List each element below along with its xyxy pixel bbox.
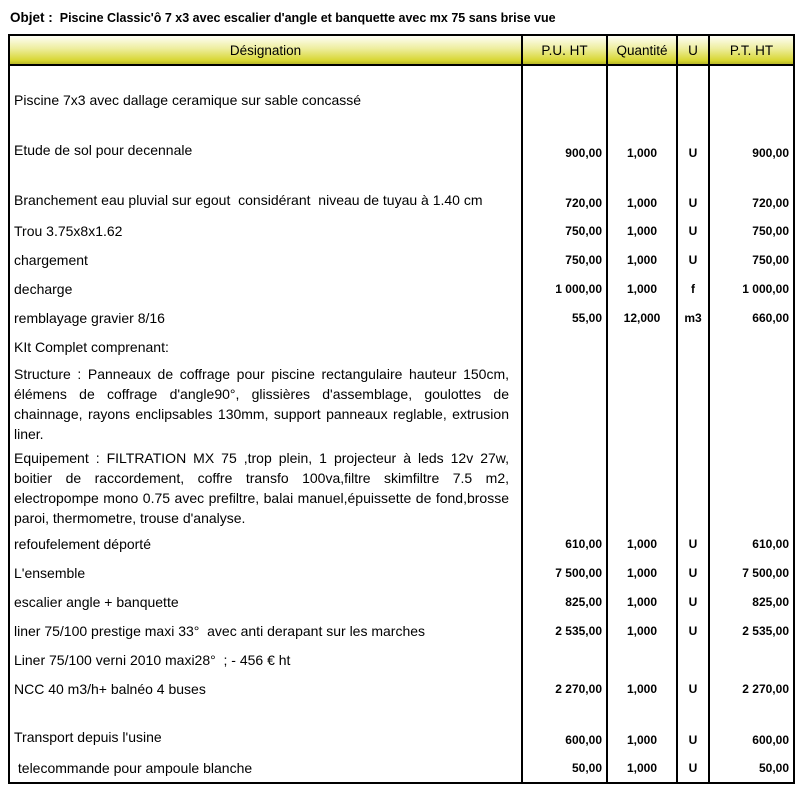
object-line: [0, 0, 800, 26]
pt-ht-cell: 2 535,00: [708, 616, 793, 645]
designation-cell: escalier angle + banquette: [14, 593, 179, 610]
pu-ht-cell: 7 500,00: [521, 558, 606, 587]
designation-cell: Transport depuis l'usine: [14, 729, 162, 745]
table-row: [10, 116, 793, 166]
designation-cell: Trou 3.75x8x1.62: [14, 222, 123, 239]
designation-cell: refoufelement déporté: [14, 535, 151, 552]
pu-ht-cell: 1 000,00: [521, 274, 606, 303]
pu-ht-cell: [521, 445, 606, 529]
table-row: [10, 616, 793, 645]
table-row: [10, 361, 793, 445]
quantite-cell: 1,000: [606, 753, 676, 782]
unit-cell: U: [676, 616, 708, 645]
table-row: [10, 216, 793, 245]
pt-ht-cell: 900,00: [708, 116, 793, 166]
table-row: [10, 674, 793, 703]
pt-ht-cell: 750,00: [708, 245, 793, 274]
designation-cell: liner 75/100 prestige maxi 33° avec anti derapant sur les marches: [14, 622, 426, 639]
designation-cell: decharge: [14, 280, 73, 297]
pt-ht-cell: [708, 645, 793, 674]
pu-ht-cell: 900,00: [521, 116, 606, 166]
object-text: Piscine Classic'ô 7 x3 avec escalier d'angle et banquette avec mx 75 sans brise vue: [59, 11, 556, 25]
designation-cell: L'ensemble: [14, 564, 86, 581]
designation-cell: Piscine 7x3 avec dallage ceramique sur sable concassé: [14, 92, 362, 108]
quantite-cell: 1,000: [606, 245, 676, 274]
pu-ht-cell: 750,00: [521, 216, 606, 245]
pt-ht-cell: [708, 361, 793, 445]
unit-cell: f: [676, 274, 708, 303]
header-designation: Désignation: [229, 42, 302, 58]
pt-ht-cell: 50,00: [708, 753, 793, 782]
table-row: [10, 245, 793, 274]
designation-cell: Etude de sol pour decennale: [14, 142, 193, 158]
quantite-cell: [606, 645, 676, 674]
pu-ht-cell: [521, 66, 606, 116]
table-row: [10, 274, 793, 303]
unit-cell: U: [676, 558, 708, 587]
table-row: [10, 66, 793, 116]
quantite-cell: 1,000: [606, 558, 676, 587]
unit-cell: U: [676, 674, 708, 703]
unit-cell: U: [676, 245, 708, 274]
designation-cell: telecommande pour ampoule blanche: [14, 759, 253, 776]
pt-ht-cell: [708, 445, 793, 529]
designation-cell: Structure : Panneaux de coffrage pour piscine rectangulaire hauteur 150cm, élémens de coffrage d'angle90°, glissières d'assemblage, goulottes de chainnage, rayons enclipsables 130mm, support panneaux reglable, extrusion liner.: [14, 366, 509, 442]
quote-table: [8, 34, 795, 784]
quantite-cell: [606, 332, 676, 361]
designation-cell: KIt Complet comprenant:: [14, 338, 169, 355]
unit-cell: m3: [676, 303, 708, 332]
quantite-cell: 1,000: [606, 116, 676, 166]
table-row: [10, 303, 793, 332]
quantite-cell: 1,000: [606, 703, 676, 753]
pu-ht-cell: 2 535,00: [521, 616, 606, 645]
pu-ht-cell: 720,00: [521, 166, 606, 216]
pt-ht-cell: [708, 66, 793, 116]
pu-ht-cell: [521, 332, 606, 361]
pu-ht-cell: 610,00: [521, 529, 606, 558]
table-row: [10, 587, 793, 616]
quantite-cell: 1,000: [606, 587, 676, 616]
pu-ht-cell: 750,00: [521, 245, 606, 274]
pt-ht-cell: 600,00: [708, 703, 793, 753]
table-row: [10, 332, 793, 361]
pu-ht-cell: 600,00: [521, 703, 606, 753]
pu-ht-cell: 55,00: [521, 303, 606, 332]
unit-cell: U: [676, 753, 708, 782]
designation-cell: remblayage gravier 8/16: [14, 309, 165, 326]
table-row: [10, 166, 793, 216]
unit-cell: [676, 645, 708, 674]
quantite-cell: [606, 445, 676, 529]
unit-cell: U: [676, 703, 708, 753]
pu-ht-cell: 50,00: [521, 753, 606, 782]
unit-cell: [676, 361, 708, 445]
designation-cell: Equipement : FILTRATION MX 75 ,trop plein, 1 projecteur à leds 12v 27w, boitier de raccordement, coffre transfo 100va,filtre skimfiltre 7.5 m2, electropompe mono 0.75 avec prefiltre, balai manuel,épuissette de fond,brosse paroi, thermometre, trouse d'analyse.: [14, 450, 509, 526]
quantite-cell: 12,000: [606, 303, 676, 332]
quantite-cell: 1,000: [606, 216, 676, 245]
pt-ht-cell: 660,00: [708, 303, 793, 332]
unit-cell: [676, 445, 708, 529]
table-body: [10, 66, 793, 782]
table-header-row: [10, 36, 793, 66]
quantite-cell: [606, 66, 676, 116]
unit-cell: U: [676, 166, 708, 216]
quantite-cell: 1,000: [606, 674, 676, 703]
designation-cell: chargement: [14, 251, 88, 268]
table-row: [10, 703, 793, 753]
pu-ht-cell: [521, 645, 606, 674]
header-pu-ht: P.U. HT: [521, 36, 606, 64]
header-quantite: Quantité: [606, 36, 676, 64]
quantite-cell: 1,000: [606, 274, 676, 303]
table-row: [10, 645, 793, 674]
unit-cell: U: [676, 529, 708, 558]
pt-ht-cell: 610,00: [708, 529, 793, 558]
quantite-cell: 1,000: [606, 529, 676, 558]
header-unit: U: [676, 36, 708, 64]
unit-cell: [676, 66, 708, 116]
pt-ht-cell: 7 500,00: [708, 558, 793, 587]
quantite-cell: [606, 361, 676, 445]
pt-ht-cell: 2 270,00: [708, 674, 793, 703]
designation-cell: Liner 75/100 verni 2010 maxi28° ; - 456 € ht: [14, 651, 291, 668]
table-row: [10, 445, 793, 529]
header-pt-ht: P.T. HT: [708, 36, 793, 64]
pt-ht-cell: 825,00: [708, 587, 793, 616]
quantite-cell: 1,000: [606, 166, 676, 216]
pt-ht-cell: [708, 332, 793, 361]
pt-ht-cell: 750,00: [708, 216, 793, 245]
pu-ht-cell: 825,00: [521, 587, 606, 616]
table-row: [10, 558, 793, 587]
pt-ht-cell: 720,00: [708, 166, 793, 216]
designation-cell: Branchement eau pluvial sur egout considérant niveau de tuyau à 1.40 cm: [14, 192, 483, 208]
object-label: Objet :: [10, 10, 53, 25]
quantite-cell: 1,000: [606, 616, 676, 645]
unit-cell: U: [676, 587, 708, 616]
table-row: [10, 753, 793, 782]
unit-cell: U: [676, 116, 708, 166]
unit-cell: U: [676, 216, 708, 245]
pu-ht-cell: 2 270,00: [521, 674, 606, 703]
unit-cell: [676, 332, 708, 361]
pt-ht-cell: 1 000,00: [708, 274, 793, 303]
pu-ht-cell: [521, 361, 606, 445]
designation-cell: NCC 40 m3/h+ balnéo 4 buses: [14, 680, 206, 697]
table-row: [10, 529, 793, 558]
